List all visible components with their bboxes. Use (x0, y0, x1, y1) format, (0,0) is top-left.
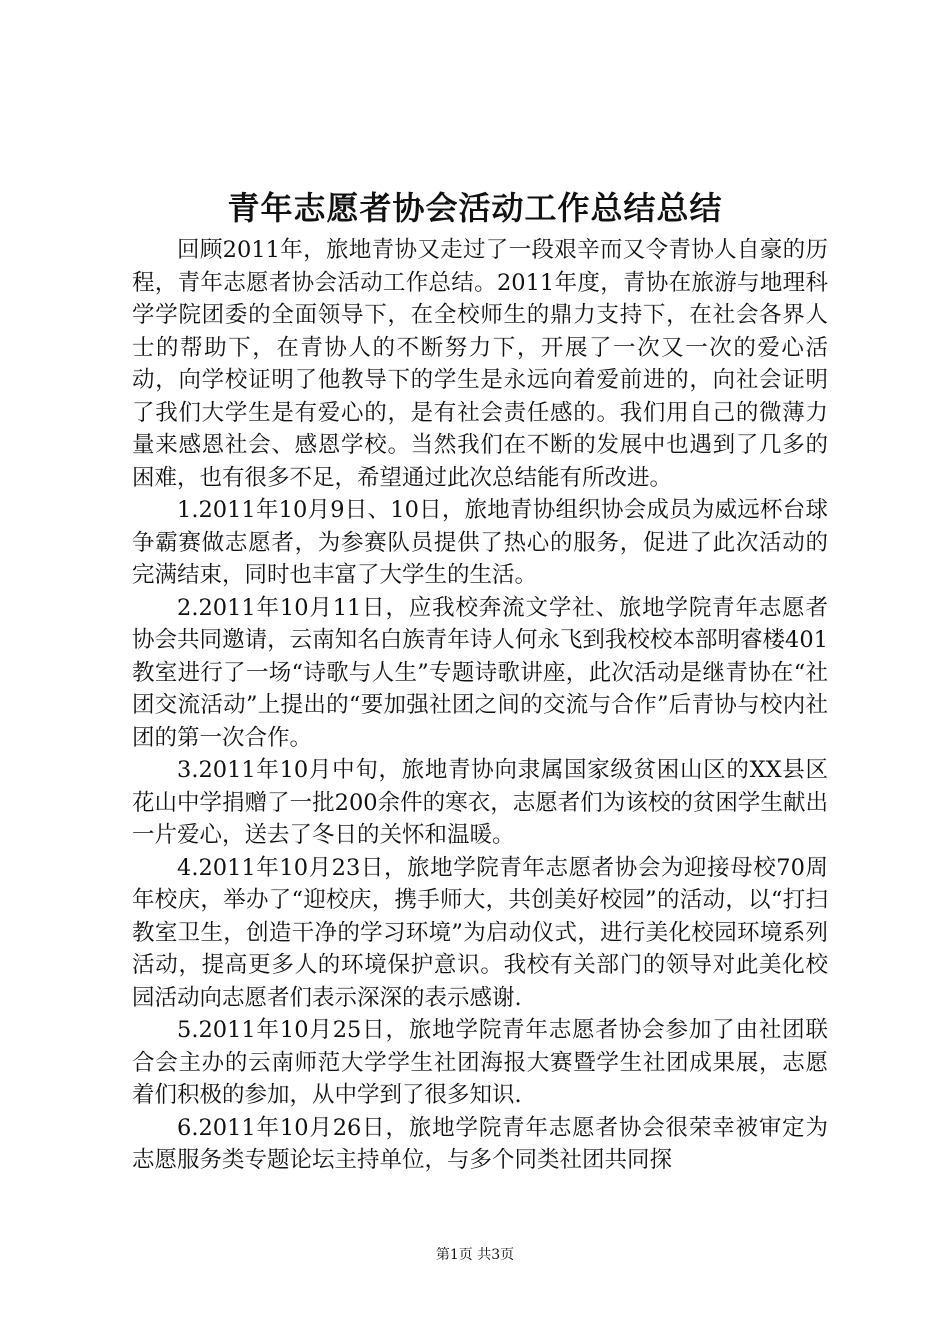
page-footer: 第1页 共3页 (435, 1247, 515, 1263)
paragraph-item-3: 3.2011年10月中旬，旅地青协向隶属国家级贫困山区的XX县区花山中学捐赠了一批200余件的寒衣，志愿者们为该校的贫困学生献出一片爱心，送去了冬日的关怀和温暖。 (132, 757, 828, 848)
paragraph-item-1: 1.2011年10月9日、10日，旅地青协组织协会成员为威远杯台球争霸赛做志愿者，为参赛队员提供了热心的服务，促进了此次活动的完满结束，同时也丰富了大学生的生活。 (132, 497, 828, 588)
paragraph-item-2: 2.2011年10月11日，应我校奔流文学社、旅地学院青年志愿者协会共同邀请，云南知名白族青年诗人何永飞到我校校本部明睿楼401教室进行了一场“诗歌与人生”专题诗歌讲座，此次活动是继青协在“社团交流活动”上提出的“要加强社团之间的交流与合作”后青协与校内社团的第一次合作。 (132, 594, 828, 751)
document-title: 青年志愿者协会活动工作总结总结 (227, 189, 723, 227)
paragraph-item-6: 6.2011年10月26日，旅地学院青年志愿者协会很荣幸被审定为志愿服务类专题论坛主持单位，与多个同类社团共同探 (132, 1114, 828, 1173)
paragraph-intro: 回顾2011年，旅地青协又走过了一段艰辛而又令青协人自豪的历程，青年志愿者协会活动工作总结。2011年度，青协在旅游与地理科学学院团委的全面领导下，在全校师生的鼎力支持下，在社会各界人士的帮助下，在青协人的不断努力下，开展了一次又一次的爱心活动，向学校证明了他教导下的学生是永远向着爱前进的，向社会证明了我们大学生是有爱心的，是有社会责任感的。我们用自己的微薄力量来感恩社会、感恩学校。当然我们在不断的发展中也遇到了几多的困难，也有很多不足，希望通过此次总结能有所改进。 (132, 237, 828, 491)
paragraph-item-5: 5.2011年10月25日，旅地学院青年志愿者协会参加了由社团联合会主办的云南师范大学学生社团海报大赛暨学生社团成果展，志愿着们积极的参加，从中学到了很多知识. (132, 1017, 828, 1108)
paragraph-item-4: 4.2011年10月23日，旅地学院青年志愿者协会为迎接母校70周年校庆，举办了“迎校庆，携手师大，共创美好校园”的活动，以“打扫教室卫生，创造干净的学习环境”为启动仪式，进行美化校园环境系列活动，提高更多人的环境保护意识。我校有关部门的领导对此美化校园活动向志愿者们表示深深的表示感谢. (132, 854, 828, 1011)
document-body (132, 234, 828, 1177)
